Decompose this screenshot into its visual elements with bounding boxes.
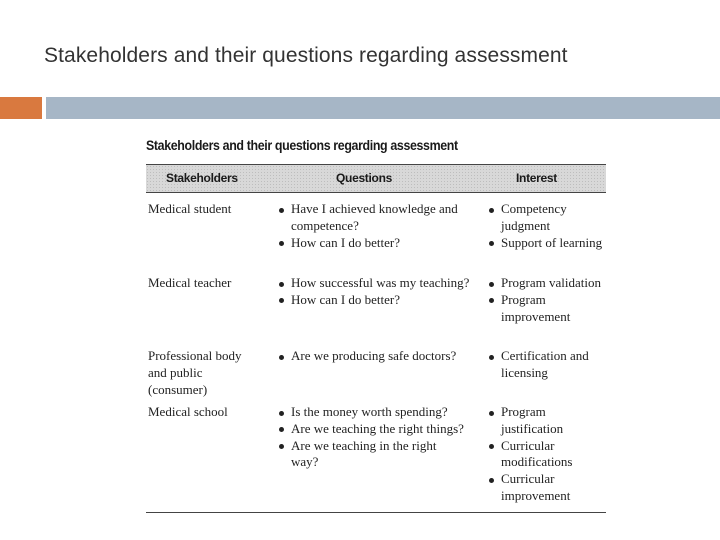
question-item: How can I do better? bbox=[276, 235, 481, 252]
table-row bbox=[146, 275, 606, 348]
question-item: Have I achieved knowledge and competence? bbox=[276, 201, 481, 235]
table-row bbox=[146, 404, 606, 510]
header-interest: Interest bbox=[516, 171, 557, 185]
table-row bbox=[146, 348, 606, 404]
interest-cell bbox=[486, 348, 606, 382]
questions-cell bbox=[276, 201, 481, 251]
interest-cell bbox=[486, 275, 606, 325]
accent-bar-orange bbox=[0, 97, 42, 119]
question-item: How can I do better? bbox=[276, 292, 481, 309]
slide-title: Stakeholders and their questions regarding assessment bbox=[44, 44, 568, 67]
interest-cell bbox=[486, 201, 606, 251]
question-item: Are we teaching the right things? bbox=[276, 421, 466, 438]
question-item: How successful was my teaching? bbox=[276, 275, 481, 292]
question-item: Are we teaching in the right way? bbox=[276, 438, 466, 472]
question-item: Is the money worth spending? bbox=[276, 404, 466, 421]
questions-cell bbox=[276, 348, 481, 365]
accent-bar-blue bbox=[46, 97, 720, 119]
header-stakeholders: Stakeholders bbox=[166, 171, 238, 185]
interest-item: Program improvement bbox=[486, 292, 606, 326]
stakeholder-cell: Medical teacher bbox=[148, 275, 232, 290]
table-bottom-rule bbox=[146, 512, 606, 513]
interest-item: Competency judgment bbox=[486, 201, 606, 235]
header-questions: Questions bbox=[336, 171, 392, 185]
interest-item: Curricular improvement bbox=[486, 471, 606, 505]
interest-item: Program justification bbox=[486, 404, 606, 438]
stakeholders-table-figure bbox=[146, 134, 606, 510]
table-header bbox=[146, 164, 606, 193]
stakeholder-cell: Professional body and public (consumer) bbox=[148, 348, 242, 397]
interest-item: Certification and licensing bbox=[486, 348, 606, 382]
figure-title: Stakeholders and their questions regarding assessment bbox=[146, 138, 458, 153]
stakeholder-cell: Medical student bbox=[148, 201, 232, 216]
question-item: Are we producing safe doctors? bbox=[276, 348, 481, 365]
stakeholder-cell: Medical school bbox=[148, 404, 228, 419]
interest-item: Curricular modifications bbox=[486, 438, 606, 472]
interest-item: Support of learning bbox=[486, 235, 606, 252]
questions-cell bbox=[276, 404, 466, 471]
questions-cell bbox=[276, 275, 481, 309]
table-body bbox=[146, 193, 606, 510]
interest-cell bbox=[486, 404, 606, 505]
table-row bbox=[146, 193, 606, 275]
interest-item: Program validation bbox=[486, 275, 606, 292]
